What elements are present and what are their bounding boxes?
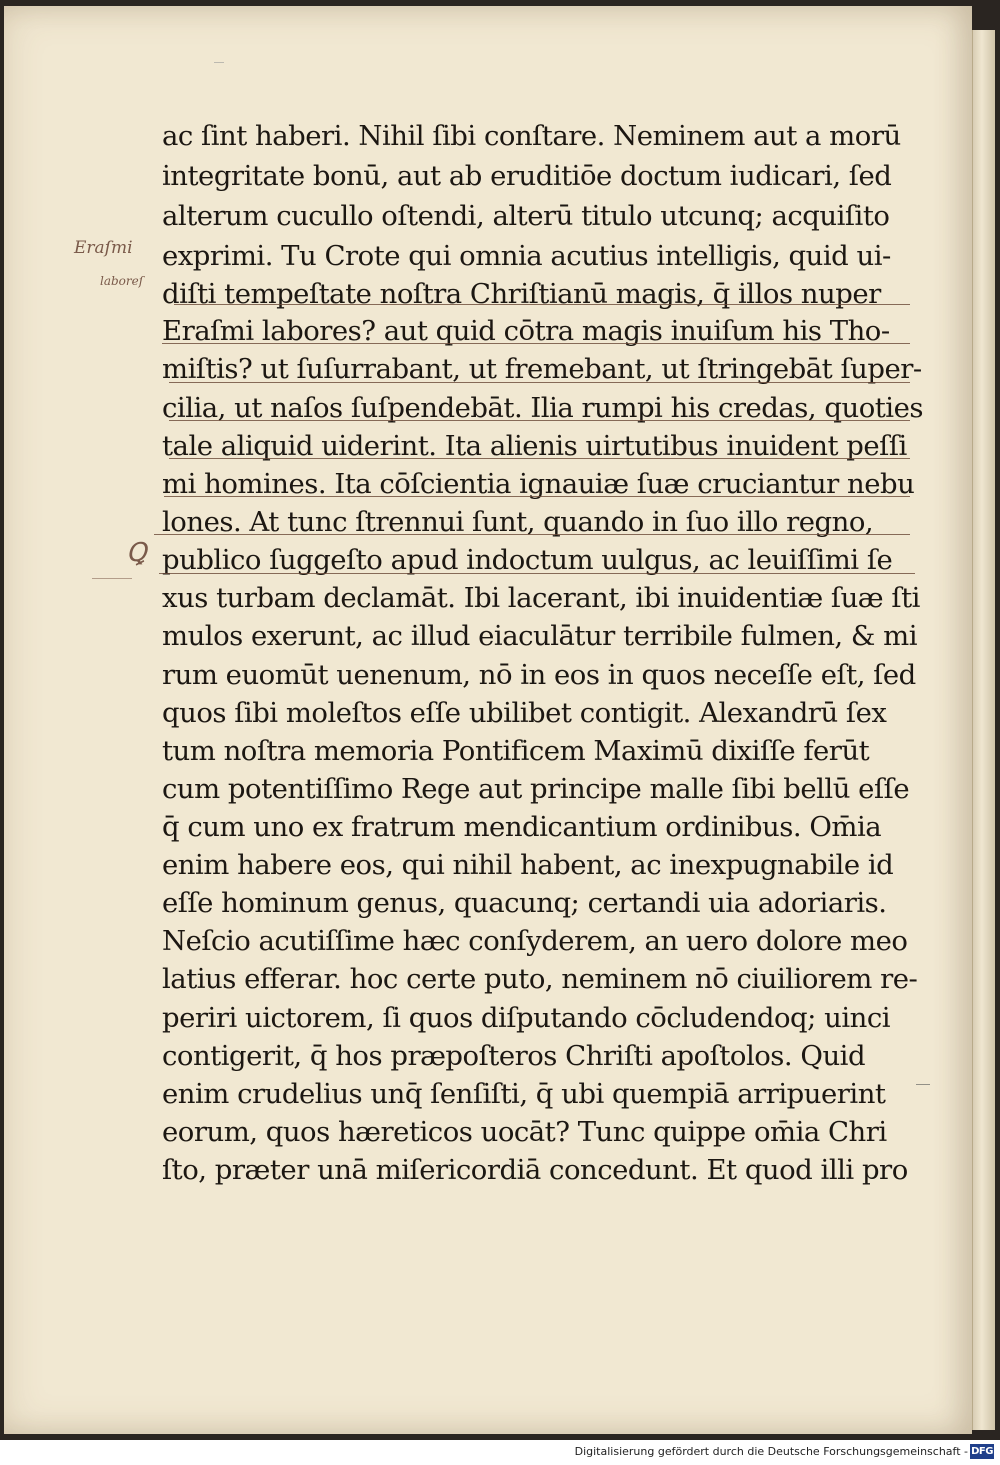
text-line: quos ſibi moleſtos eſſe ubilibet contigit. Alexandrū ſex xyxy=(162,697,887,729)
funding-notice: Digitalisierung gefördert durch die Deutsche Forschungsgemeinschaft - xyxy=(574,1445,968,1458)
text-line: contigerit, q̄ hos præpoſteros Chriſti apoſtolos. Quid xyxy=(162,1040,866,1072)
text-line: exprimi. Tu Crote qui omnia acutius intelligis, quid ui- xyxy=(162,240,891,272)
text-line: Neſcio acutiſſime hæc conſyderem, an uero dolore meo xyxy=(162,925,908,957)
ink-underline xyxy=(174,304,910,305)
ink-underline xyxy=(154,534,910,535)
text-line: enim crudelius unq̄ ſenſiſti, q̄ ubi quempiā arripuerint xyxy=(162,1078,886,1110)
text-line: diſti tempeſtate noſtra Chriſtianū magis, q̄ illos nuper xyxy=(162,278,881,310)
ink-underline xyxy=(169,458,910,459)
page-speck xyxy=(214,62,224,63)
text-line: xus turbam declamāt. Ibi lacerant, ibi inuidentiæ ſuæ ſti xyxy=(162,582,920,614)
text-line: latius efferar. hoc certe puto, neminem nō ciuiliorem re- xyxy=(162,963,918,995)
ink-underline xyxy=(164,496,910,497)
text-line: mulos exerunt, ac illud eiaculātur terribile fulmen, & mi xyxy=(162,620,917,652)
footer-bar xyxy=(0,1440,1000,1465)
text-line: publico ſuggeſto apud indoctum uulgus, ac leuiſſimi ſe xyxy=(162,544,893,576)
text-line: alterum cucullo oſtendi, alterū titulo utcunq; acquiſito xyxy=(162,200,890,232)
dfg-logo: DFG xyxy=(971,1446,993,1457)
text-line: ſto, præter unā miſericordiā concedunt. Et quod illi pro xyxy=(162,1154,908,1186)
margin-stroke xyxy=(92,578,132,579)
text-line: cum potentiſſimo Rege aut principe malle ſibi bellū eſſe xyxy=(162,773,910,805)
ink-underline xyxy=(162,343,910,344)
text-line: enim habere eos, qui nihil habent, ac inexpugnabile id xyxy=(162,849,894,881)
ink-underline xyxy=(159,573,915,574)
page-edge xyxy=(972,30,995,1430)
text-line: miſtis? ut ſuſurrabant, ut fremebant, ut ſtringebāt ſuper- xyxy=(162,353,922,385)
text-line: lones. At tunc ſtrennui ſunt, quando in ſuo illo regno, xyxy=(162,506,874,538)
text-line: ac ſint haberi. Nihil ſibi conſtare. Neminem aut a morū xyxy=(162,120,901,152)
ink-underline xyxy=(169,420,910,421)
ink-underline xyxy=(169,382,910,383)
book-page xyxy=(4,6,972,1434)
margin-note: Eraſmi xyxy=(74,238,133,258)
text-line: cilia, ut naſos ſuſpendebāt. Ilia rumpi his credas, quoties xyxy=(162,392,923,424)
text-line: q̄ cum uno ex fratrum mendicantium ordinibus. Om̄ia xyxy=(162,811,882,843)
margin-note: laboreſ xyxy=(100,274,144,288)
text-line: eorum, quos hæreticos uocāt? Tunc quippe om̄ia Chri xyxy=(162,1116,887,1148)
margin-stroke xyxy=(916,1084,930,1085)
text-line: Eraſmi labores? aut quid cōtra magis inuiſum his Tho- xyxy=(162,315,890,347)
text-line: tale aliquid uiderint. Ita alienis uirtutibus inuident peſſi xyxy=(162,430,907,462)
main-text-block xyxy=(4,6,972,1434)
text-line: mi homines. Ita cōſcientia ignauiæ ſuæ cruciantur nebu xyxy=(162,468,915,500)
text-line: periri uictorem, ſi quos diſputando cōcludendoq; uinci xyxy=(162,1002,891,1034)
text-line: eſſe hominum genus, quacunq; certandi uia adoriaris. xyxy=(162,887,887,919)
text-line: integritate bonū, aut ab eruditiōe doctum iudicari, ſed xyxy=(162,160,892,192)
text-line: tum noſtra memoria Pontificem Maximū dixiſſe ferūt xyxy=(162,735,870,767)
margin-mark: Ꝗ xyxy=(126,538,147,568)
text-line: rum euomūt uenenum, nō in eos in quos neceſſe eſt, ſed xyxy=(162,659,916,691)
